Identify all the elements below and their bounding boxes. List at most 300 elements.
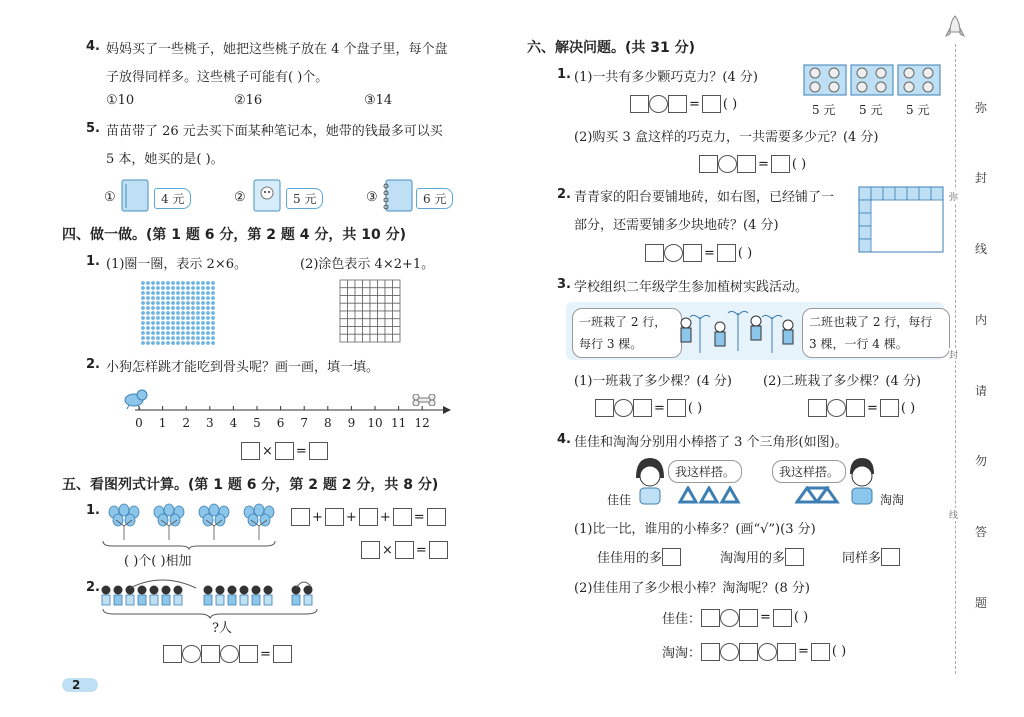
dot bbox=[171, 281, 175, 285]
child-body bbox=[264, 595, 272, 605]
answer-box[interactable] bbox=[309, 442, 328, 460]
dot bbox=[171, 301, 175, 305]
dot bbox=[161, 341, 165, 345]
answer-box[interactable] bbox=[429, 541, 448, 559]
s6-q4-part2: (2)佳佳用了多少根小棒？淘淘呢？(8 分) bbox=[574, 581, 810, 596]
dot bbox=[211, 331, 215, 335]
answer-box[interactable] bbox=[808, 399, 827, 417]
laid-tile bbox=[859, 239, 871, 252]
margin-char: 线 bbox=[975, 242, 988, 256]
dot bbox=[166, 326, 170, 330]
dot bbox=[146, 301, 150, 305]
dot bbox=[191, 331, 195, 335]
unit-blank: ( ) bbox=[687, 400, 703, 416]
dot bbox=[191, 316, 195, 320]
notebook-3-icon bbox=[380, 178, 416, 214]
grid-cell bbox=[370, 334, 378, 342]
tick-label: 4 bbox=[229, 416, 238, 430]
answer-box[interactable] bbox=[645, 244, 664, 262]
dot bbox=[176, 321, 180, 325]
dot bbox=[166, 336, 170, 340]
s6-q3-number: 3. bbox=[557, 277, 571, 292]
grid-cell bbox=[370, 327, 378, 335]
dot bbox=[181, 321, 185, 325]
operator-circle[interactable] bbox=[720, 609, 739, 627]
answer-box[interactable] bbox=[777, 643, 796, 661]
dot bbox=[141, 341, 145, 345]
dot bbox=[211, 296, 215, 300]
s5-q2-equation bbox=[163, 645, 292, 663]
dot bbox=[161, 281, 165, 285]
dot bbox=[166, 316, 170, 320]
dot bbox=[211, 306, 215, 310]
taotao-speech-bubble: 我这样搭。 bbox=[772, 460, 846, 483]
dot bbox=[176, 291, 180, 295]
dot bbox=[186, 301, 190, 305]
operator-circle[interactable] bbox=[758, 643, 777, 661]
jiajia-equation-label: 佳佳： bbox=[662, 612, 702, 627]
dot bbox=[206, 281, 210, 285]
grid-cell bbox=[370, 288, 378, 296]
s4-q1-part1: (1)圈一圈，表示 2×6。 bbox=[106, 257, 247, 272]
s6-q2-number: 2. bbox=[557, 187, 571, 202]
q4-option-3: ③14 bbox=[364, 93, 393, 108]
s6-q3-part1: (1)一班栽了多少棵？(4 分) bbox=[574, 374, 732, 389]
answer-box[interactable] bbox=[668, 95, 687, 113]
dot bbox=[166, 341, 170, 345]
chocolate-box-1 bbox=[803, 64, 849, 98]
dot bbox=[146, 326, 150, 330]
answer-box[interactable] bbox=[880, 399, 899, 417]
tick-label: 5 bbox=[253, 416, 261, 430]
child-body bbox=[114, 595, 122, 605]
dot bbox=[156, 306, 160, 310]
dot bbox=[186, 291, 190, 295]
page-number: 2 bbox=[72, 678, 81, 692]
brace-1 bbox=[100, 540, 278, 550]
grid-cell bbox=[363, 327, 371, 335]
balloon bbox=[119, 504, 129, 516]
dot bbox=[181, 331, 185, 335]
tick-label: 9 bbox=[347, 416, 356, 430]
grid-cell bbox=[378, 319, 386, 327]
grid-cell bbox=[393, 296, 401, 304]
dot bbox=[156, 341, 160, 345]
dot bbox=[176, 341, 180, 345]
laid-tile bbox=[931, 187, 943, 200]
operator: = bbox=[295, 443, 307, 459]
child-body bbox=[304, 595, 312, 605]
dot bbox=[146, 311, 150, 315]
q4-option-1: ①10 bbox=[106, 93, 135, 108]
answer-box[interactable] bbox=[811, 643, 830, 661]
dot bbox=[206, 341, 210, 345]
dot bbox=[196, 341, 200, 345]
operator-circle[interactable] bbox=[718, 155, 737, 173]
s5-q1-addition-equation bbox=[291, 508, 446, 526]
child-head bbox=[216, 586, 225, 595]
dot bbox=[161, 301, 165, 305]
balloon-bunches bbox=[102, 500, 280, 544]
s4-q1-number: 1. bbox=[86, 254, 100, 269]
dot bbox=[171, 341, 175, 345]
s4-q1-part2: (2)涂色表示 4×2+1。 bbox=[300, 257, 435, 272]
dot bbox=[141, 316, 145, 320]
rocket-icon bbox=[945, 14, 965, 42]
grid-cell bbox=[363, 311, 371, 319]
dot bbox=[166, 311, 170, 315]
answer-box[interactable] bbox=[361, 541, 380, 559]
dot bbox=[211, 326, 215, 330]
answer-box[interactable] bbox=[630, 95, 649, 113]
choice-taotao bbox=[720, 547, 804, 566]
dot bbox=[196, 326, 200, 330]
dot bbox=[156, 336, 160, 340]
dot bbox=[171, 316, 175, 320]
dot bbox=[161, 316, 165, 320]
answer-box[interactable] bbox=[739, 609, 758, 627]
dot bbox=[181, 326, 185, 330]
dot bbox=[156, 316, 160, 320]
dot bbox=[196, 306, 200, 310]
dot bbox=[211, 281, 215, 285]
dot bbox=[146, 291, 150, 295]
grid-cell bbox=[340, 280, 348, 288]
grid-cell bbox=[385, 303, 393, 311]
q5-price-2: 5 元 bbox=[286, 188, 323, 209]
grid-cell bbox=[355, 288, 363, 296]
seal-line-char-1: 弥 bbox=[949, 190, 958, 203]
s6-q1-part1: (1)一共有多少颗巧克力？(4 分) bbox=[574, 70, 758, 85]
s6-q3b-equation: = ( ) bbox=[808, 399, 915, 417]
dot bbox=[191, 336, 195, 340]
s5-q1-caption: ( )个( )相加 bbox=[124, 554, 192, 569]
answer-box[interactable] bbox=[395, 541, 414, 559]
q4-text-line1: 妈妈买了一些桃子，她把这些桃子放在 4 个盘子里，每个盘 bbox=[106, 42, 448, 57]
operator: + bbox=[379, 509, 391, 525]
dot bbox=[186, 331, 190, 335]
child-body bbox=[252, 595, 260, 605]
tick-label: 0 bbox=[135, 416, 143, 430]
dot bbox=[171, 286, 175, 290]
operator-circle[interactable] bbox=[827, 399, 846, 417]
answer-box[interactable] bbox=[427, 508, 446, 526]
answer-box[interactable] bbox=[241, 442, 260, 460]
dot bbox=[191, 321, 195, 325]
q4-text-line2: 子放得同样多。这些桃子可能有( )个。 bbox=[106, 70, 329, 85]
square-grid bbox=[339, 279, 401, 343]
operator: = bbox=[260, 646, 271, 662]
dot bbox=[201, 291, 205, 295]
dot bbox=[201, 296, 205, 300]
dot bbox=[181, 286, 185, 290]
taotao-equation-label: 淘淘： bbox=[662, 646, 702, 661]
dot bbox=[141, 331, 145, 335]
answer-box[interactable] bbox=[773, 609, 792, 627]
dot bbox=[196, 286, 200, 290]
dot bbox=[196, 311, 200, 315]
grid-cell bbox=[348, 280, 356, 288]
dot bbox=[156, 301, 160, 305]
operator-circle[interactable] bbox=[664, 244, 683, 262]
dot bbox=[196, 336, 200, 340]
dot bbox=[176, 306, 180, 310]
grid-cell bbox=[348, 319, 356, 327]
dot bbox=[206, 326, 210, 330]
grid-cell bbox=[355, 311, 363, 319]
answer-box[interactable] bbox=[771, 155, 790, 173]
dot bbox=[161, 331, 165, 335]
s6-q3-part2: (2)二班栽了多少棵？(4 分) bbox=[763, 374, 921, 389]
jiajia-speech-bubble: 我这样搭。 bbox=[668, 460, 742, 483]
dot bbox=[166, 331, 170, 335]
dot bbox=[191, 301, 195, 305]
section-6-title: 六、解决问题。(共 31 分) bbox=[527, 40, 696, 56]
child-head bbox=[162, 586, 171, 595]
dot bbox=[186, 306, 190, 310]
balloon bbox=[254, 504, 264, 516]
dot bbox=[151, 331, 155, 335]
dot bbox=[166, 286, 170, 290]
dot bbox=[166, 281, 170, 285]
answer-box[interactable] bbox=[699, 155, 718, 173]
dot bbox=[171, 296, 175, 300]
operator: × bbox=[262, 443, 273, 459]
dot bbox=[146, 331, 150, 335]
child-head bbox=[138, 586, 147, 595]
class1-speech-bubble: 一班栽了 2 行，每行 3 棵。 bbox=[572, 308, 682, 358]
dot bbox=[186, 341, 190, 345]
page-number-badge bbox=[62, 678, 98, 692]
answer-box[interactable] bbox=[667, 399, 686, 417]
answer-box[interactable] bbox=[201, 645, 220, 663]
dot bbox=[191, 281, 195, 285]
s4-q2-number: 2. bbox=[86, 357, 100, 372]
seal-line-char-3: 线 bbox=[949, 508, 958, 521]
grid-cell bbox=[348, 288, 356, 296]
operator-circle[interactable] bbox=[720, 643, 739, 661]
dot bbox=[156, 326, 160, 330]
tick-label: 2 bbox=[182, 416, 191, 430]
dot bbox=[156, 331, 160, 335]
dot bbox=[171, 336, 175, 340]
answer-box[interactable] bbox=[683, 244, 702, 262]
dot bbox=[161, 326, 165, 330]
grid-cell bbox=[340, 303, 348, 311]
dot bbox=[141, 306, 145, 310]
s6-q4-number: 4. bbox=[557, 432, 571, 447]
chocolate-box-3 bbox=[897, 64, 943, 98]
choice-same bbox=[842, 547, 900, 566]
grid-cell bbox=[340, 319, 348, 327]
dot bbox=[186, 321, 190, 325]
answer-box[interactable] bbox=[239, 645, 258, 663]
dot bbox=[146, 336, 150, 340]
child-body bbox=[240, 595, 248, 605]
notebook-1-icon bbox=[118, 178, 154, 214]
grid-cell bbox=[370, 280, 378, 288]
check-box[interactable] bbox=[881, 548, 900, 566]
dot bbox=[166, 296, 170, 300]
dot bbox=[211, 341, 215, 345]
dot bbox=[191, 286, 195, 290]
grid-cell bbox=[363, 296, 371, 304]
tile-grid bbox=[858, 186, 944, 254]
dot bbox=[211, 336, 215, 340]
section-5-title: 五、看图列式计算。(第 1 题 6 分，第 2 题 2 分，共 8 分) bbox=[62, 477, 439, 493]
dot bbox=[201, 286, 205, 290]
answer-box[interactable] bbox=[702, 95, 721, 113]
chocolate-price-2: 5 元 bbox=[859, 103, 883, 117]
dot bbox=[151, 316, 155, 320]
dot bbox=[151, 311, 155, 315]
s5-q2-caption: ?人 bbox=[212, 621, 232, 636]
dot bbox=[186, 326, 190, 330]
margin-char: 答 bbox=[975, 525, 988, 539]
grid-cell bbox=[363, 288, 371, 296]
dot bbox=[166, 321, 170, 325]
q5-price-1: 4 元 bbox=[154, 188, 191, 209]
check-box[interactable] bbox=[662, 548, 681, 566]
tick-label: 11 bbox=[390, 416, 407, 430]
dot bbox=[161, 311, 165, 315]
answer-box[interactable] bbox=[273, 645, 292, 663]
child-body bbox=[138, 595, 146, 605]
laid-tile bbox=[883, 187, 895, 200]
tick-label: 10 bbox=[367, 416, 383, 430]
dot bbox=[146, 316, 150, 320]
grid-cell bbox=[378, 311, 386, 319]
dot bbox=[191, 306, 195, 310]
answer-box[interactable] bbox=[737, 155, 756, 173]
grid-cell bbox=[363, 319, 371, 327]
answer-box[interactable] bbox=[717, 244, 736, 262]
dot bbox=[181, 306, 185, 310]
dot bbox=[211, 291, 215, 295]
dot bbox=[141, 326, 145, 330]
laid-tile bbox=[919, 187, 931, 200]
balloon bbox=[209, 504, 219, 516]
answer-box[interactable] bbox=[359, 508, 378, 526]
dot bbox=[171, 321, 175, 325]
number-line bbox=[125, 404, 455, 432]
dot bbox=[206, 311, 210, 315]
check-box[interactable] bbox=[785, 548, 804, 566]
grid-cell bbox=[393, 303, 401, 311]
laid-tile bbox=[859, 226, 871, 239]
dot bbox=[141, 291, 145, 295]
dot bbox=[161, 286, 165, 290]
answer-box[interactable] bbox=[739, 643, 758, 661]
grid-cell bbox=[378, 334, 386, 342]
dot bbox=[151, 336, 155, 340]
dot bbox=[186, 296, 190, 300]
answer-box[interactable] bbox=[325, 508, 344, 526]
taotao-label: 淘淘 bbox=[880, 493, 905, 507]
grid-cell bbox=[385, 296, 393, 304]
s6-q4-part1: (1)比一比，谁用的小棒多？(画“√”)(3 分) bbox=[574, 522, 816, 537]
answer-box[interactable] bbox=[701, 643, 720, 661]
q5-mark-1: ① bbox=[104, 190, 116, 205]
child-body bbox=[228, 595, 236, 605]
laid-tile bbox=[871, 187, 883, 200]
answer-box[interactable] bbox=[846, 399, 865, 417]
unit-blank: ( ) bbox=[793, 610, 809, 625]
dot bbox=[141, 301, 145, 305]
tick-label: 12 bbox=[414, 416, 430, 430]
dot bbox=[151, 301, 155, 305]
grid-cell bbox=[385, 327, 393, 335]
grid-cell bbox=[393, 334, 401, 342]
dot bbox=[176, 281, 180, 285]
answer-box[interactable] bbox=[291, 508, 310, 526]
child-head bbox=[114, 586, 123, 595]
answer-box[interactable] bbox=[701, 609, 720, 627]
dot bbox=[201, 321, 205, 325]
laid-tile bbox=[859, 187, 871, 200]
grid-cell bbox=[385, 334, 393, 342]
margin-char: 内 bbox=[975, 313, 988, 327]
q5-number: 5. bbox=[86, 121, 100, 136]
dot bbox=[211, 311, 215, 315]
s6-q1b-equation: = ( ) bbox=[699, 155, 806, 173]
dot bbox=[151, 286, 155, 290]
dot bbox=[141, 311, 145, 315]
answer-box[interactable] bbox=[275, 442, 294, 460]
operator-circle[interactable] bbox=[182, 645, 201, 663]
dot bbox=[206, 321, 210, 325]
operator-circle[interactable] bbox=[614, 399, 633, 417]
grid-cell bbox=[363, 334, 371, 342]
grid-cell bbox=[393, 327, 401, 335]
answer-box[interactable] bbox=[163, 645, 182, 663]
grid-cell bbox=[378, 303, 386, 311]
dot bbox=[191, 296, 195, 300]
grid-cell bbox=[355, 280, 363, 288]
grid-cell bbox=[340, 288, 348, 296]
child-body bbox=[126, 595, 134, 605]
q5-mark-2: ② bbox=[234, 190, 246, 205]
dot bbox=[211, 286, 215, 290]
jiajia-label: 佳佳 bbox=[607, 493, 632, 507]
taotao-equation: 淘淘： = ( ) bbox=[662, 644, 847, 661]
dot bbox=[176, 286, 180, 290]
operator-circle[interactable] bbox=[220, 645, 239, 663]
dot bbox=[141, 296, 145, 300]
q5-text-line1: 苗苗带了 26 元去买下面某种笔记本，她带的钱最多可以买 bbox=[106, 124, 443, 139]
dot bbox=[201, 301, 205, 305]
operator-circle[interactable] bbox=[649, 95, 668, 113]
notebook-2-icon bbox=[250, 178, 286, 214]
answer-box[interactable] bbox=[393, 508, 412, 526]
dot bbox=[191, 311, 195, 315]
child-body bbox=[174, 595, 182, 605]
balloon bbox=[164, 504, 174, 516]
dot bbox=[201, 316, 205, 320]
dot bbox=[181, 281, 185, 285]
answer-box[interactable] bbox=[595, 399, 614, 417]
s5-q1-multiplication-equation bbox=[361, 541, 448, 559]
grid-cell bbox=[385, 280, 393, 288]
laid-tile bbox=[859, 213, 871, 226]
dot bbox=[201, 306, 205, 310]
dot bbox=[191, 341, 195, 345]
dot bbox=[146, 341, 150, 345]
answer-box[interactable] bbox=[633, 399, 652, 417]
dot bbox=[171, 306, 175, 310]
dot bbox=[196, 331, 200, 335]
dot bbox=[206, 286, 210, 290]
